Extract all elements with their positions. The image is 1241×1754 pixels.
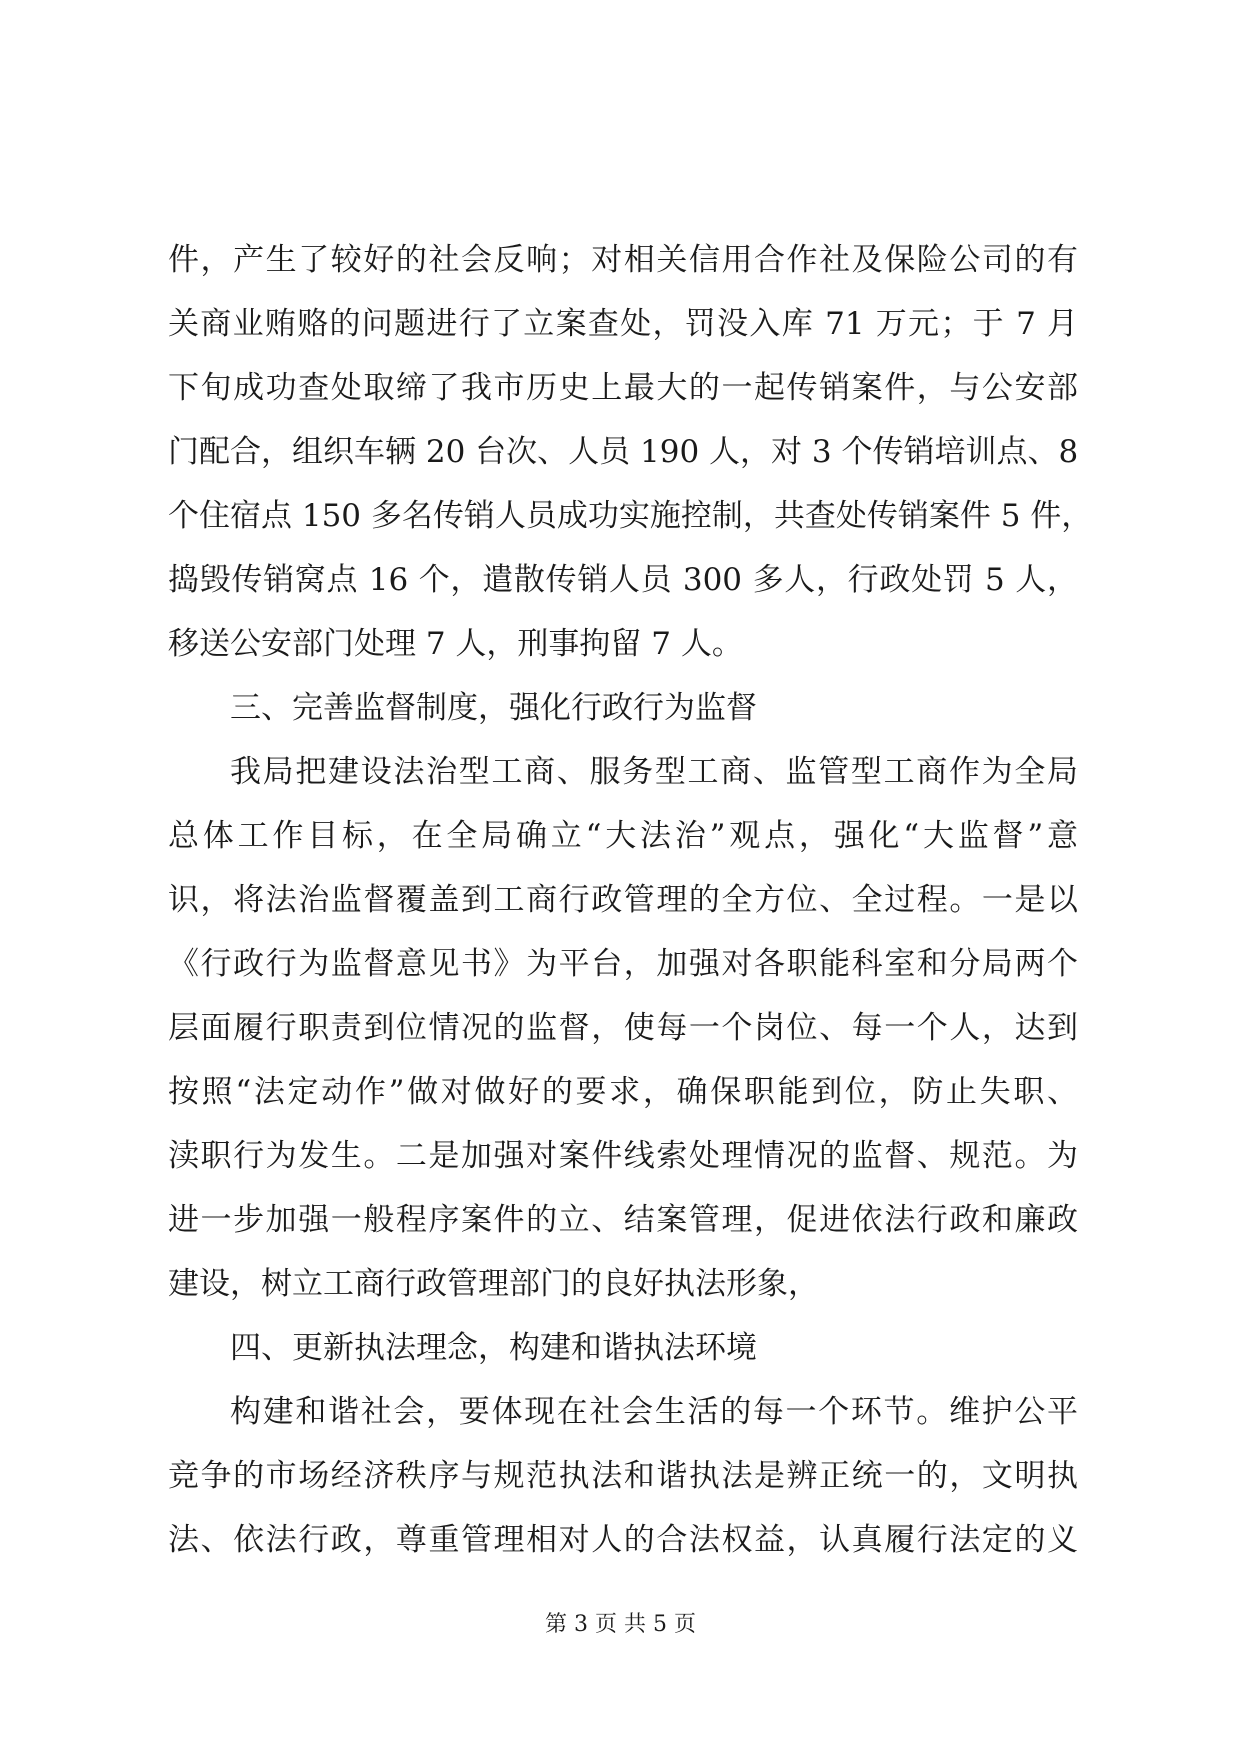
text-line: 层面履行职责到位情况的监督，使每一个岗位、每一个人，达到 — [168, 1010, 1078, 1046]
text-line: 关商业贿赂的问题进行了立案查处，罚没入库 71 万元；于 7 月 — [168, 306, 1078, 342]
text-line: 竞争的市场经济秩序与规范执法和谐执法是辨正统一的，文明执 — [168, 1458, 1078, 1494]
text-line: 识，将法治监督覆盖到工商行政管理的全方位、全过程。一是以 — [168, 882, 1078, 918]
text-line: 总体工作目标，在全局确立“大法治”观点，强化“大监督”意 — [168, 818, 1078, 854]
text-line: 门配合，组织车辆 20 台次、人员 190 人，对 3 个传销培训点、8 — [168, 434, 1079, 470]
text-line: 件，产生了较好的社会反响；对相关信用合作社及保险公司的有 — [168, 242, 1078, 278]
text-line: 按照“法定动作”做对做好的要求，确保职能到位，防止失职、 — [168, 1074, 1078, 1110]
text-line: 渎职行为发生。二是加强对案件线索处理情况的监督、规范。为 — [168, 1138, 1078, 1174]
text-line: 进一步加强一般程序案件的立、结案管理，促进依法行政和廉政 — [168, 1202, 1078, 1238]
text-line: 法、依法行政，尊重管理相对人的合法权益，认真履行法定的义 — [168, 1522, 1078, 1558]
page-footer: 第 3 页 共 5 页 — [545, 1612, 696, 1637]
text-line: 我局把建设法治型工商、服务型工商、监管型工商作为全局 — [230, 754, 1078, 790]
text-line: 构建和谐社会，要体现在社会生活的每一个环节。维护公平 — [230, 1394, 1078, 1430]
text-line: 移送公安部门处理 7 人，刑事拘留 7 人。 — [168, 626, 743, 662]
document-body — [168, 228, 1093, 1572]
text-line: 个住宿点 150 多名传销人员成功实施控制，共查处传销案件 5 件， — [168, 498, 1093, 534]
section-heading: 三、完善监督制度，强化行政行为监督 — [230, 690, 757, 726]
text-line: 《行政行为监督意见书》为平台，加强对各职能科室和分局两个 — [168, 946, 1078, 982]
text-line: 建设，树立工商行政管理部门的良好执法形象， — [168, 1266, 819, 1302]
text-line: 下旬成功查处取缔了我市历史上最大的一起传销案件，与公安部 — [168, 370, 1078, 406]
section-heading: 四、更新执法理念，构建和谐执法环境 — [230, 1330, 757, 1366]
text-line: 捣毁传销窝点 16 个，遣散传销人员 300 多人，行政处罚 5 人， — [168, 562, 1078, 598]
